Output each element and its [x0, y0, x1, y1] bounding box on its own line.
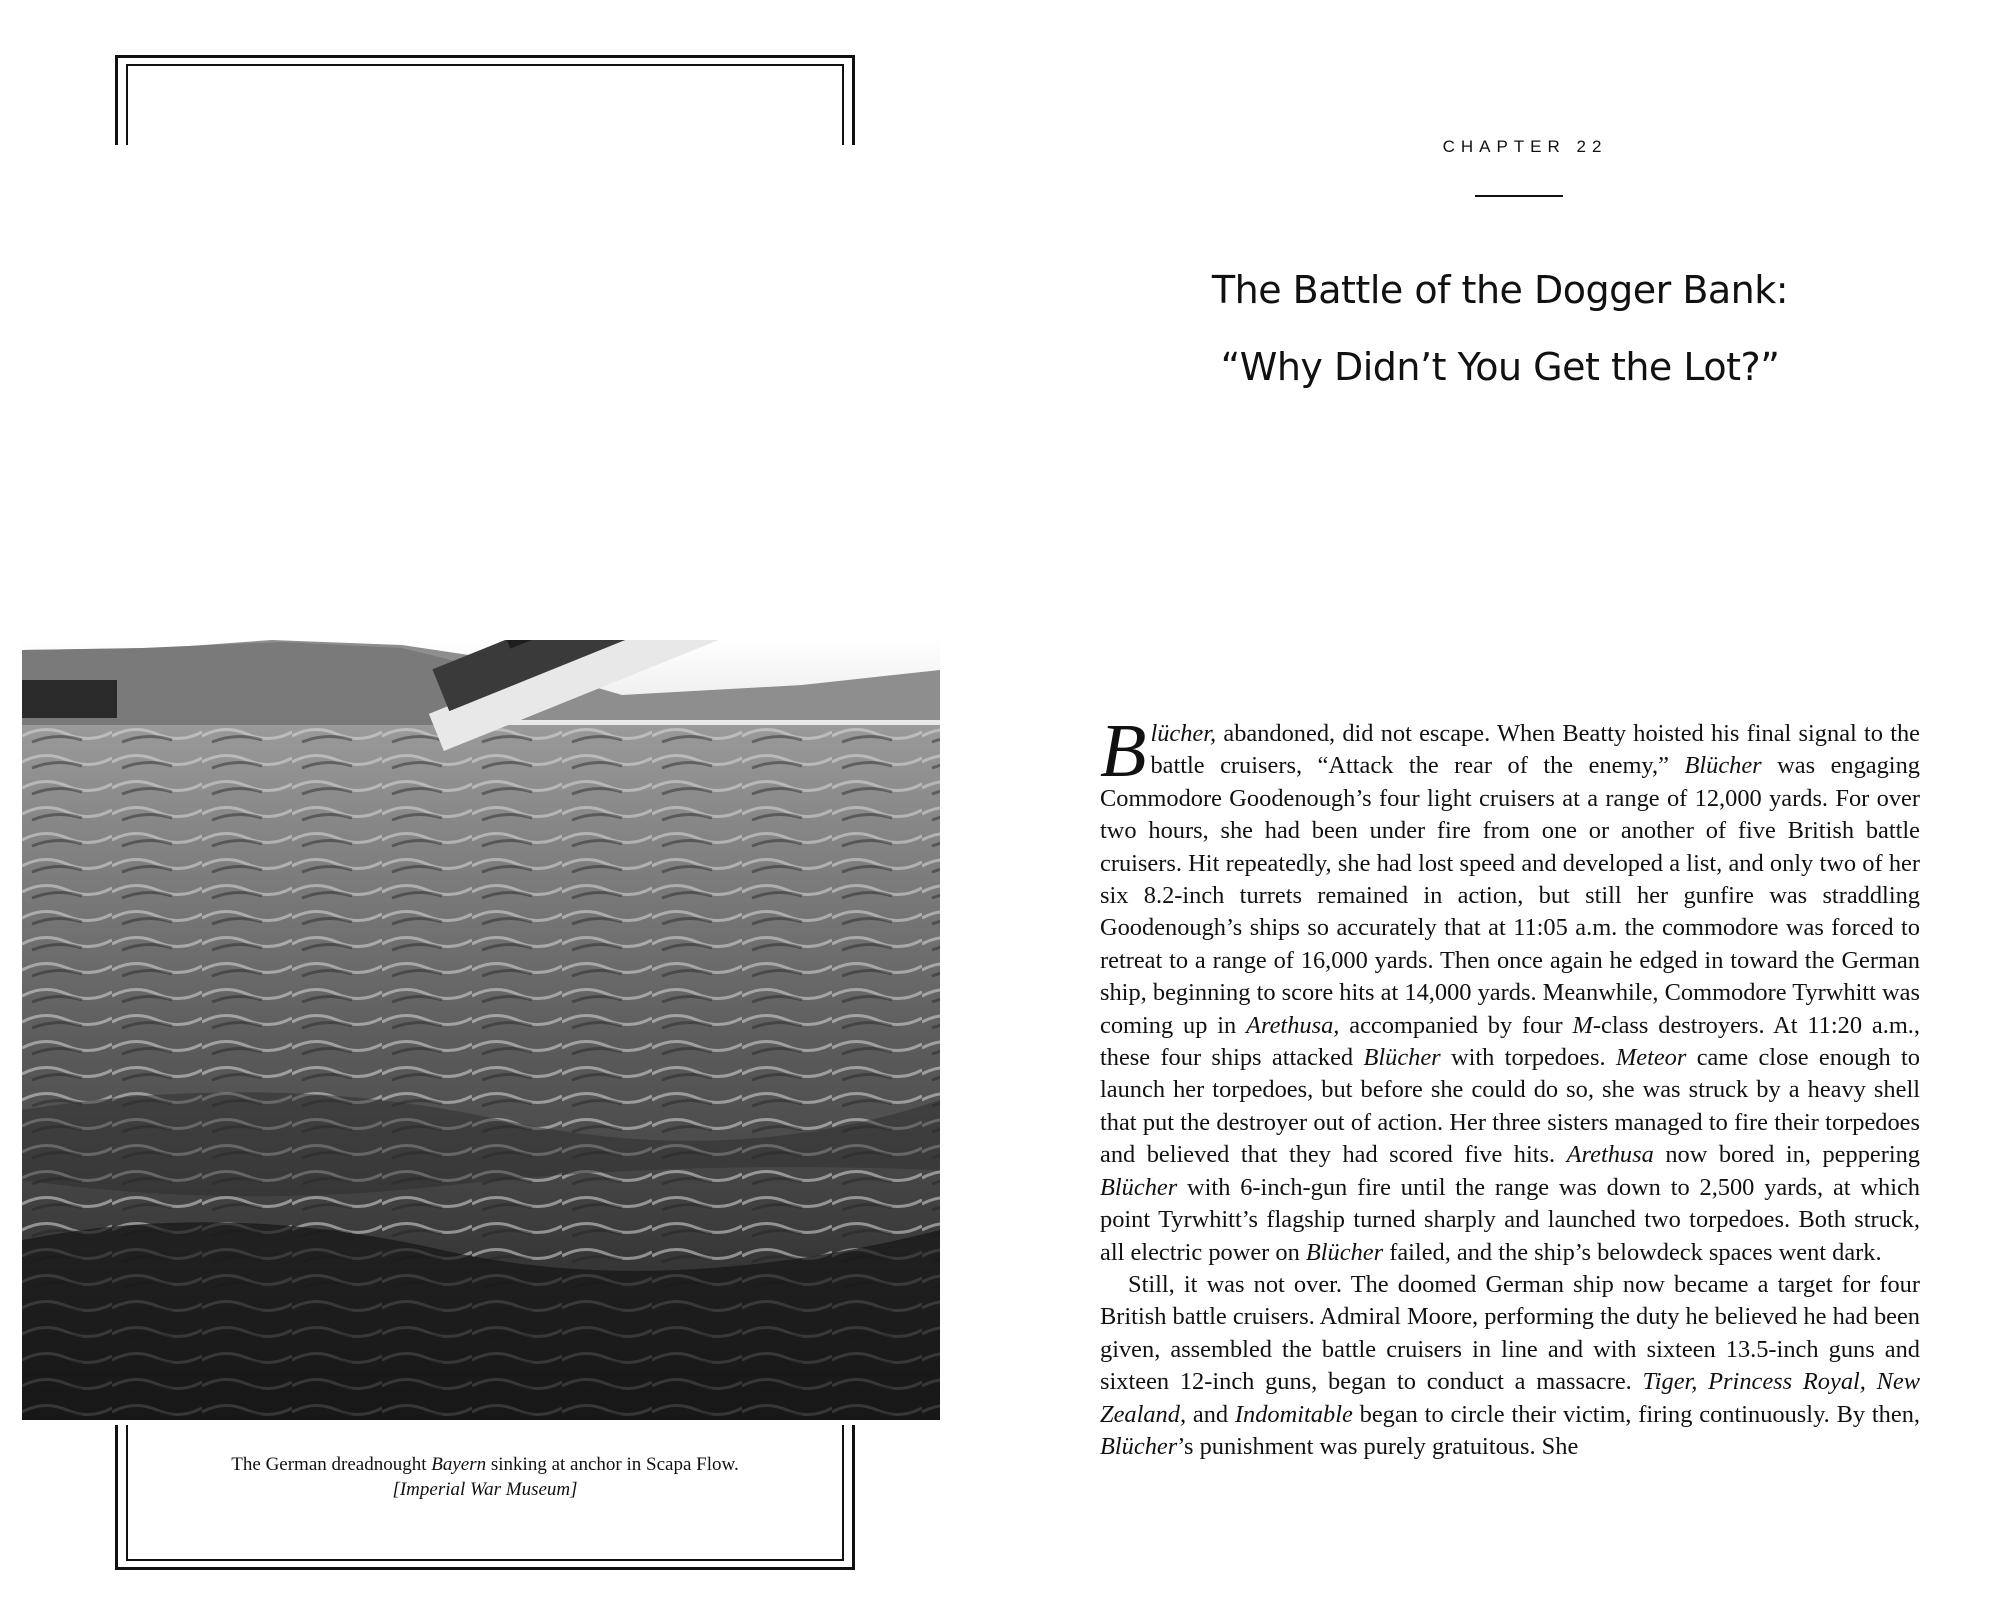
text-run: Blücher	[1684, 752, 1762, 780]
body-text	[1100, 709, 1921, 1463]
text-run: accompanied by four	[1339, 1011, 1573, 1039]
text-run: and	[1186, 1400, 1235, 1428]
paragraph-2	[1100, 1269, 1920, 1463]
chapter-title-line-1: The Battle of the Dogger Bank:	[1211, 268, 1789, 312]
paragraph-1	[1100, 709, 1921, 1269]
caption-ship-name: Bayern	[431, 1454, 487, 1475]
text-run: failed, and the ship’s belowdeck spaces went dark.	[1383, 1238, 1882, 1266]
text-run: Blücher	[1305, 1238, 1384, 1266]
text-run: ’s punishment was purely gratuitous. She	[1177, 1432, 1579, 1460]
photo-sinking-dreadnought	[22, 640, 940, 1420]
text-run: Arethusa,	[1246, 1011, 1340, 1039]
text-run: -class destroyers. At 11:20 a.m., these four ships attacked	[1100, 1011, 1920, 1072]
caption-pre: The German dreadnought	[231, 1454, 432, 1475]
paragraph-2-text	[1100, 1271, 1920, 1460]
caption-credit	[130, 1477, 840, 1502]
text-run: with 6-inch-gun fire until the range was down to 2,500 yards, at which point Tyrwhitt’s flagship turned sharply and launched two torpedoes. Both struck, all electric power on	[1100, 1173, 1920, 1266]
text-run: with torpedoes.	[1440, 1044, 1616, 1072]
text-run: Meteor	[1615, 1044, 1687, 1072]
text-run: abandoned, did not escape. When Beatty hoisted his final signal to the battle cruisers, “Attack the rear of the enemy,”	[1150, 720, 1920, 780]
text-run: lücher,	[1150, 720, 1217, 747]
paragraph-1-text	[1100, 709, 1921, 1266]
text-run: Arethusa	[1566, 1141, 1654, 1169]
text-run: was engaging Commodore Goodenough’s four light cruisers at a range of 12,000 yards. For over two hours, she had been under fire from one or another of five British battle cruisers. Hit repeatedly, she had lost speed and developed a list, and only two of her six 8.2-inch turrets remained in action, but still her gunfire was straddling Goodenough’s ships so accurately that at 11:05 a.m. the commodore was forced to retreat to a range of 16,000 yards. Then once again he edged in toward the German ship, beginning to score hits at 14,000 yards. Meanwhile, Commodore Tyrwhitt was coming up in	[1100, 752, 1920, 1039]
chapter-rule	[1475, 195, 1563, 197]
chapter-label: CHAPTER 22	[1442, 137, 1608, 156]
text-run: now bored in, peppering	[1653, 1141, 1920, 1169]
caption-post: sinking at anchor in Scapa Flow.	[486, 1454, 739, 1475]
text-run: came close enough to launch her torpedoes, but before she could do so, she was struck by a heavy shell that put the destroyer out of action. Her three sisters managed to fire their torpedoes and believed that they had scored five hits.	[1100, 1044, 1921, 1169]
text-run: Tiger, Princess Royal, New Zealand,	[1100, 1368, 1920, 1428]
text-run: Blücher	[1100, 1173, 1178, 1201]
text-run: M	[1572, 1011, 1593, 1039]
caption-line	[130, 1452, 840, 1477]
text-run: Blücher	[1100, 1432, 1178, 1460]
chapter-title-line-2: “Why Didn’t You Get the Lot?”	[1220, 345, 1780, 389]
text-run: Indomitable	[1234, 1400, 1353, 1428]
text-run: Blücher	[1363, 1044, 1441, 1072]
drop-cap: B	[1100, 709, 1147, 793]
figure-caption	[130, 1452, 840, 1502]
text-run: Still, it was not over. The doomed German ship now became a target for four British battle cruisers. Admiral Moore, performing the duty he believed he had been given, assembled the battle cruisers in line and with sixteen 13.5-inch guns and sixteen 12-inch guns, began to conduct a massacre.	[1100, 1270, 1920, 1396]
caption-credit-text: [Imperial War Museum]	[392, 1479, 578, 1500]
text-run: began to circle their victim, firing continuously. By then,	[1352, 1400, 1920, 1428]
figure-frame-top	[115, 55, 855, 145]
